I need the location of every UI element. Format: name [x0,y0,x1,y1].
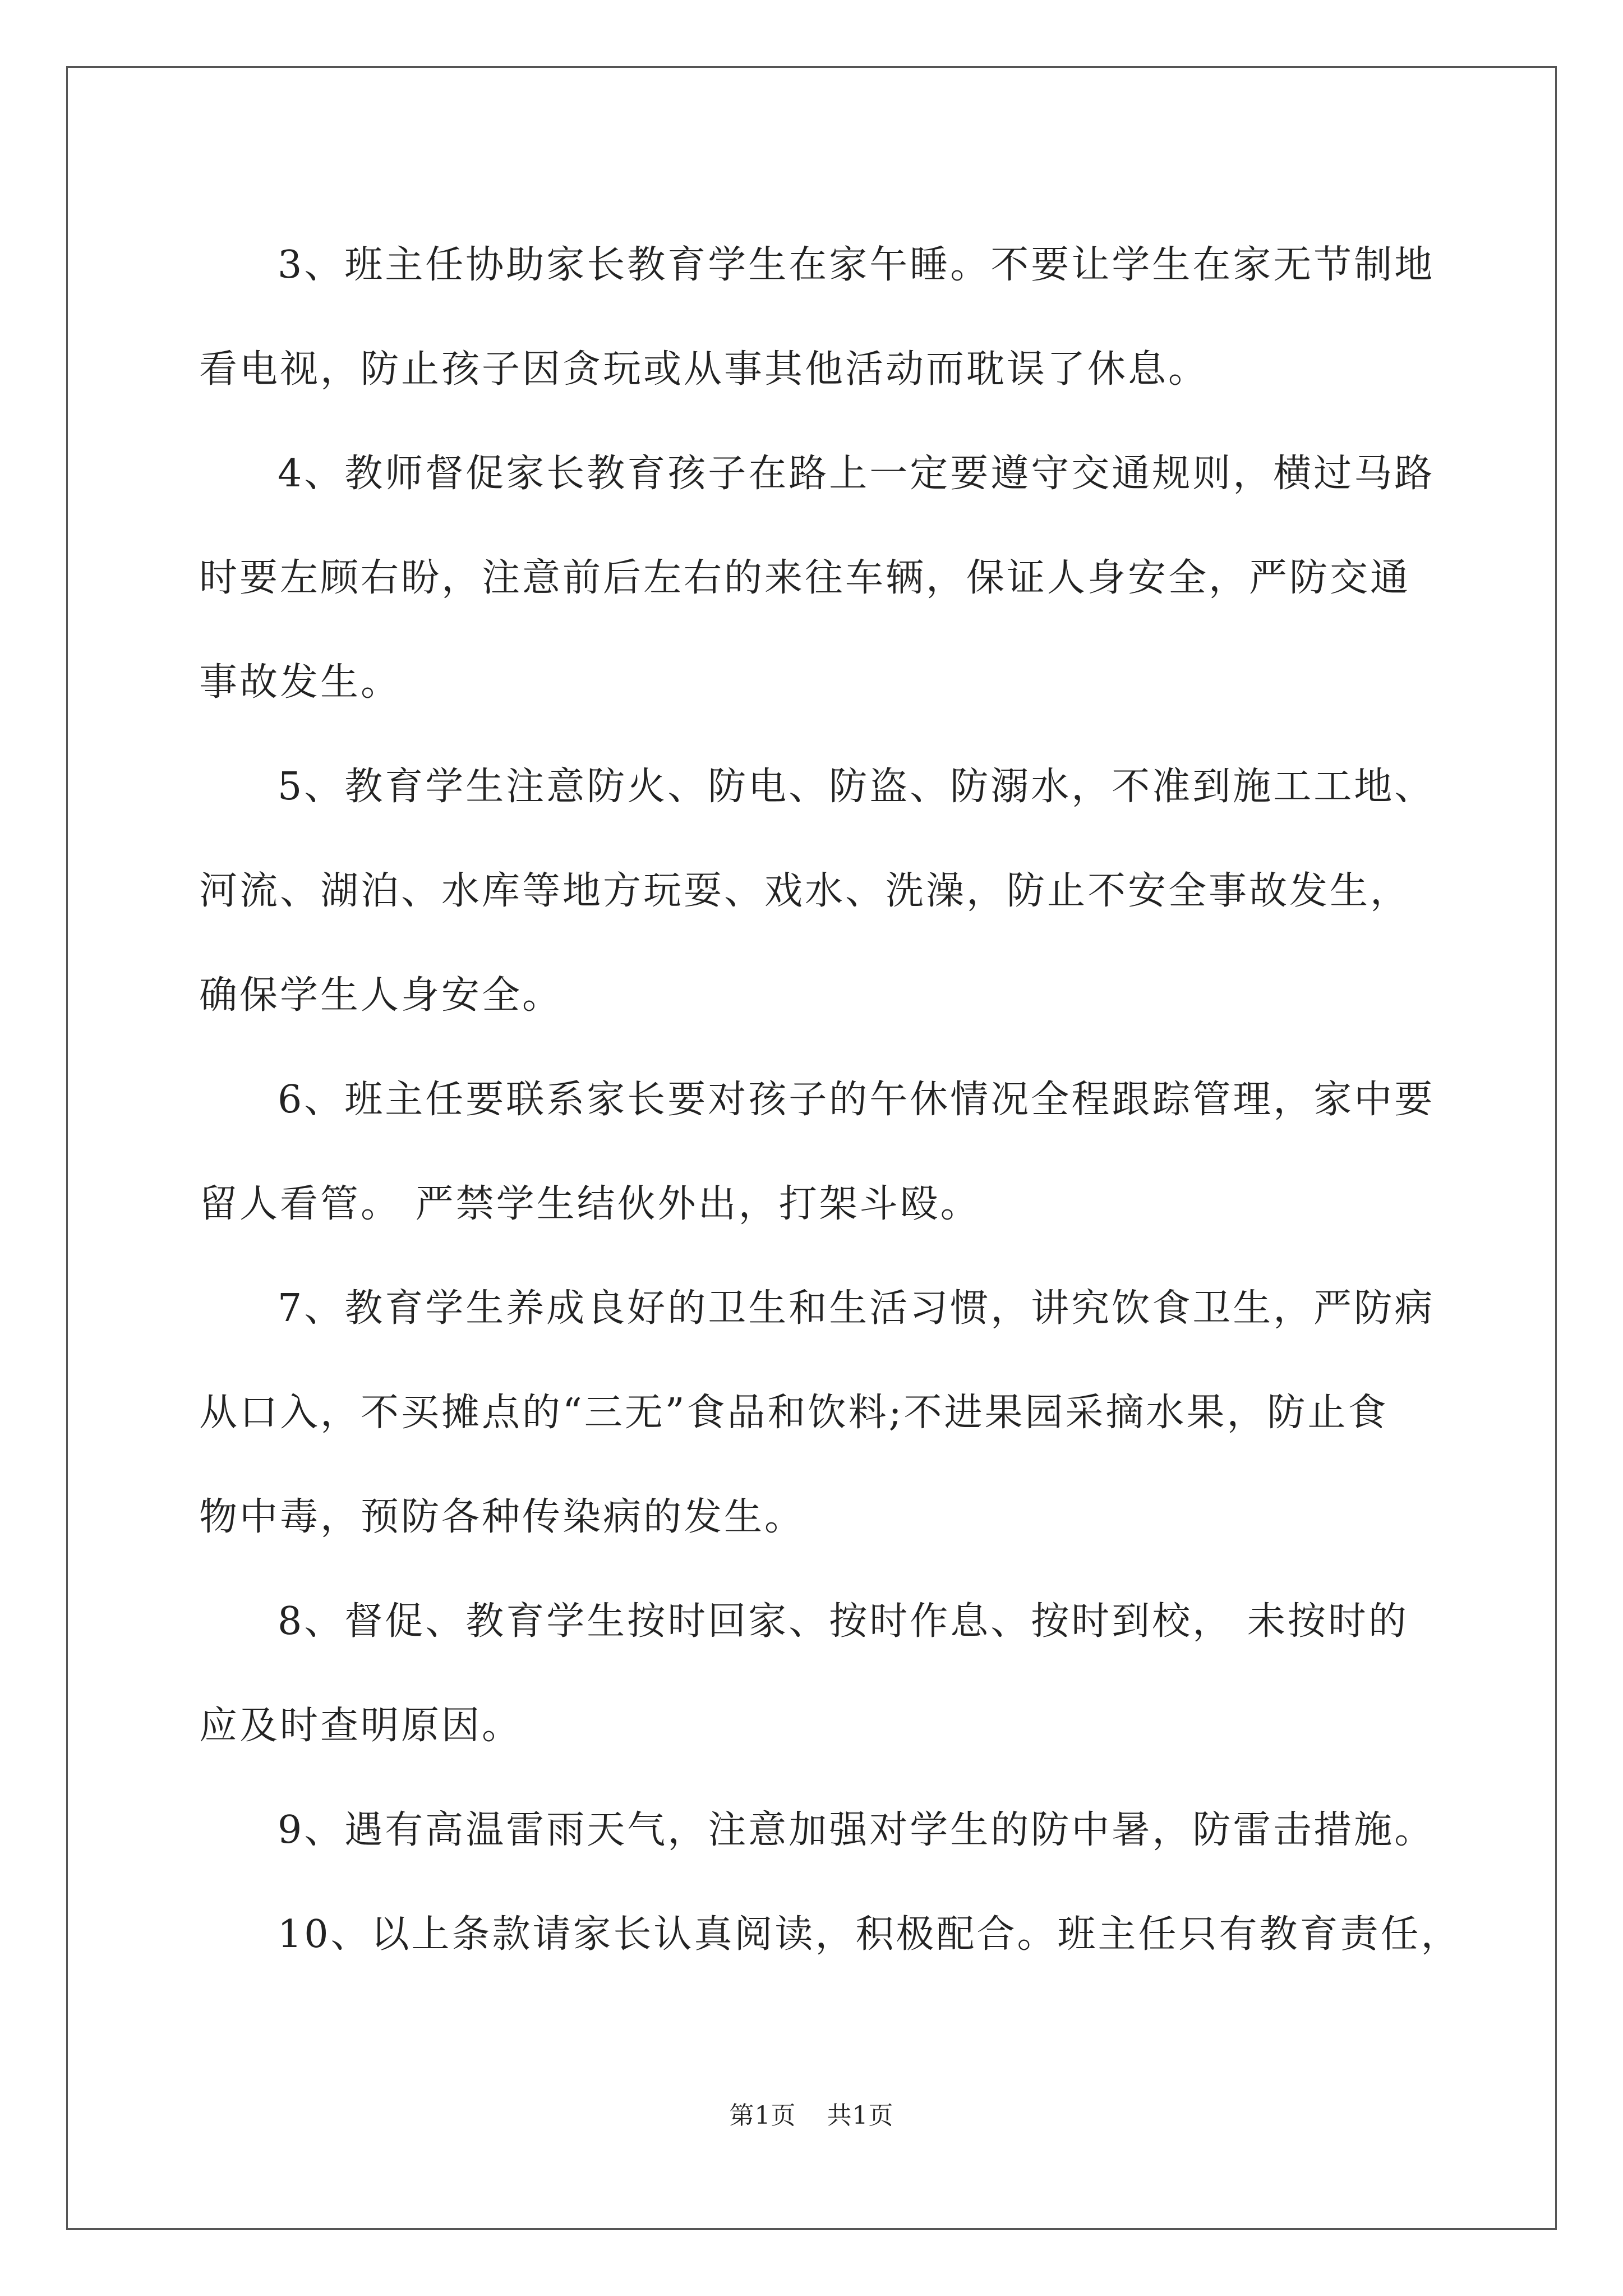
paragraph-line: 从口入，不买摊点的“三无”食品和饮料;不进果园采摘水果，防止食 [199,1391,1389,1435]
paragraph-item-7 [199,1257,1433,1570]
page-total: 共1页 [827,2101,894,2130]
page-footer [0,2095,1623,2131]
paragraph-line: 7、教育学生养成良好的卫生和生活习惯，讲究饮食卫生，严防病 [278,1286,1435,1331]
paragraph-line: 9、遇有高温雷雨天气，注意加强对学生的防中暑，防雷击措施。 [278,1808,1435,1852]
paragraph-line: 4、教师督促家长教育孩子在路上一定要遵守交通规则，横过马路 [278,452,1435,496]
document-body [199,213,1461,1987]
page-number: 第1页 [729,2101,796,2130]
paragraph-line: 10、以上条款请家长认真阅读，积极配合。班主任只有教育责任， [278,1912,1461,1957]
paragraph-line: 3、班主任协助家长教育学生在家午睡。不要让学生在家无节制地 [278,243,1435,287]
paragraph-line: 应及时查明原因。 [199,1704,523,1748]
paragraph-line: 8、督促、教育学生按时回家、按时作息、按时到校， 未按时的 [278,1599,1409,1644]
paragraph-item-10 [199,1883,1461,1987]
paragraph-line: 时要左顾右盼，注意前后左右的来往车辆，保证人身安全，严防交通 [199,556,1411,600]
paragraph-line: 物中毒，预防各种传染病的发生。 [199,1495,805,1539]
paragraph-item-9 [199,1778,1433,1883]
paragraph-item-8 [199,1570,1433,1778]
paragraph-line: 事故发生。 [199,660,402,705]
paragraph-line: 河流、湖泊、水库等地方玩耍、戏水、洗澡，防止不安全事故发生， [199,869,1411,913]
paragraph-item-5 [199,735,1433,1048]
paragraph-line: 看电视，防止孩子因贪玩或从事其他活动而耽误了休息。 [199,347,1209,392]
paragraph-item-4 [199,422,1433,735]
paragraph-item-3 [199,213,1433,422]
paragraph-line: 留人看管。 严禁学生结伙外出，打架斗殴。 [199,1182,981,1226]
paragraph-line: 6、班主任要联系家长要对孩子的午休情况全程跟踪管理，家中要 [278,1078,1435,1122]
paragraph-line: 5、教育学生注意防火、防电、防盗、防溺水，不准到施工工地、 [278,765,1435,809]
paragraph-item-6 [199,1048,1433,1257]
paragraph-line: 确保学生人身安全。 [199,973,563,1018]
